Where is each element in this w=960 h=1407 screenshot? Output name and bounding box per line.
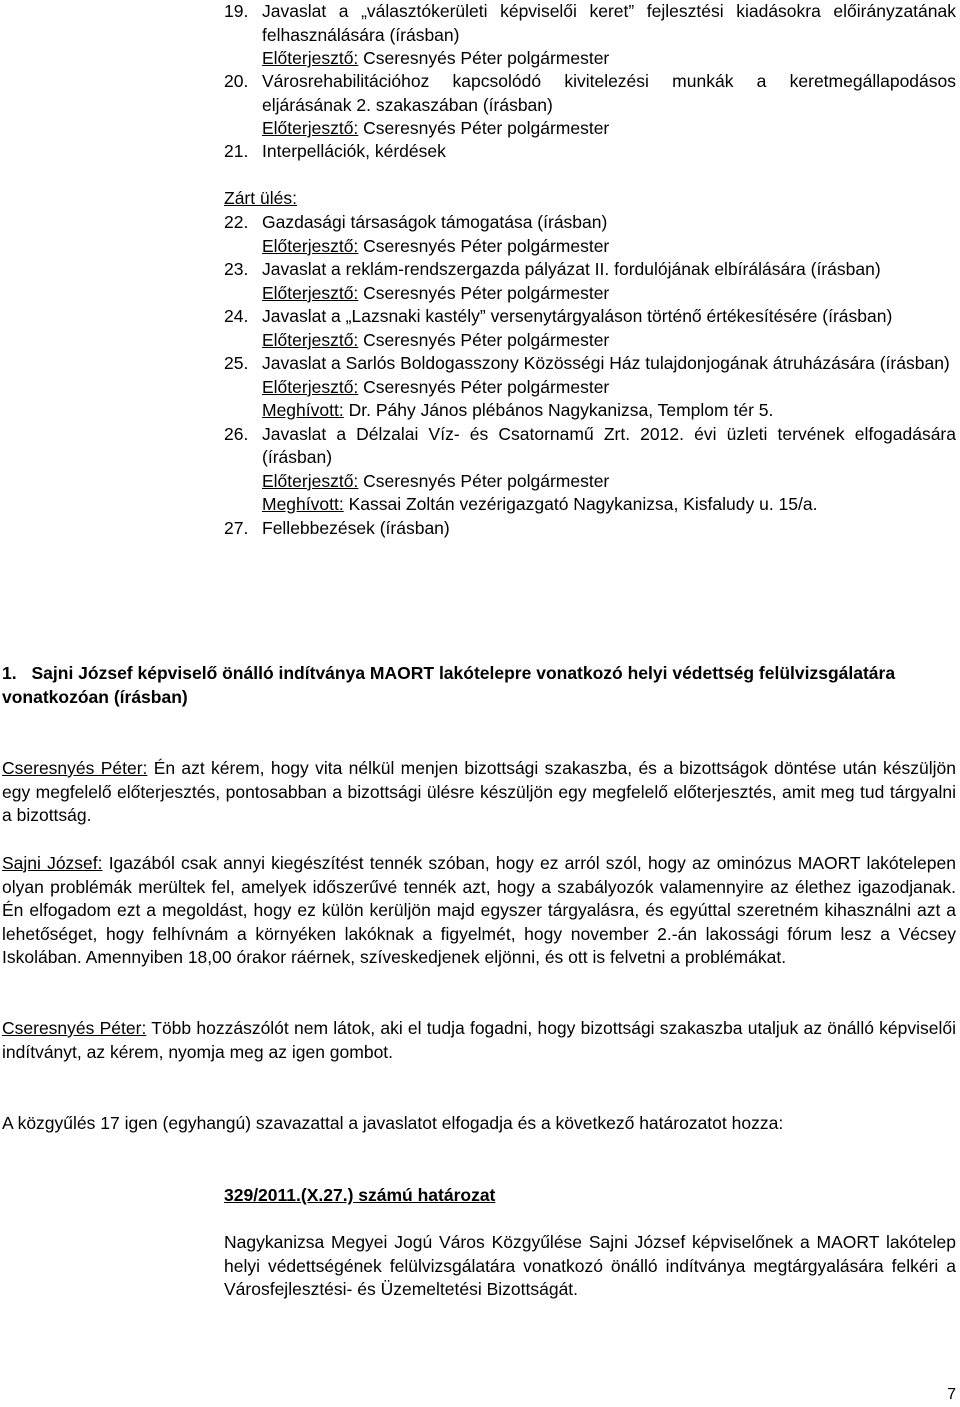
agenda-item-24 <box>224 305 956 352</box>
presenter-label: Előterjesztő: <box>262 118 359 138</box>
paragraph-2 <box>2 852 956 970</box>
resolution-text: Nagykanizsa Megyei Jogú Város Közgyűlése Sajni József képviselőnek a MAORT lakótelep helyi védettségének felülvizsgálatára vonatkozó önálló indítványa megtárgyalására felkéri a Városfejlesztési- és Üzemeltetési Bizottságát. <box>224 1232 956 1299</box>
agenda-item-title: Javaslat a reklám-rendszergazda pályázat II. fordulójának elbírálására (írásban) <box>262 259 881 279</box>
section-heading-text: Sajni József képviselő önálló indítványa MAORT lakótelepre vonatkozó helyi védettség felülvizsgálatára vonatkozóan (írásban) <box>2 663 896 707</box>
agenda-item-number: 19. <box>224 1 249 21</box>
agenda-item-title: Javaslat a „Lazsnaki kastély” versenytárgyaláson történő értékesítésére (írásban) <box>262 306 893 326</box>
invited-name: Dr. Páhy János plébános Nagykanizsa, Templom tér 5. <box>348 400 774 420</box>
invited-label: Meghívott: <box>262 494 344 514</box>
agenda-item-number: 26. <box>224 423 249 444</box>
agenda-item-title: Interpellációk, kérdések <box>262 141 446 161</box>
speaker-name: Sajni József: <box>2 853 103 873</box>
agenda-item-25 <box>224 352 956 423</box>
paragraph-1 <box>2 757 956 828</box>
presenter-name: Cseresnyés Péter polgármester <box>363 282 610 303</box>
presenter-label: Előterjesztő: <box>262 329 359 350</box>
agenda-item-23 <box>224 258 956 305</box>
presenter-label: Előterjesztő: <box>262 48 359 68</box>
agenda-item-22 <box>224 211 956 258</box>
presenter-label: Előterjesztő: <box>262 470 359 491</box>
agenda-item-20 <box>224 70 956 140</box>
paragraph-3 <box>2 1017 956 1064</box>
section-heading-number: 1. <box>2 663 17 683</box>
agenda-item-number: 21. <box>224 141 249 161</box>
agenda-item-26 <box>224 423 956 517</box>
agenda-item-number: 22. <box>224 212 249 232</box>
agenda-item-number: 20. <box>224 71 249 91</box>
agenda-item-title: Javaslat a Sarlós Boldogasszony Közösségi Ház tulajdonjogának átruházására (írásban) <box>262 353 950 373</box>
closed-session-label: Zárt ülés: <box>224 188 297 208</box>
presenter-label: Előterjesztő: <box>262 235 359 256</box>
speech-text: Igazából csak annyi kiegészítést tennék szóban, hogy ez arról szól, hogy az ominózus MAORT lakótelepen olyan problémák merültek fel, amelyek időszerűvé tennék azt, hogy a szabályozók valamennyire az élethez igazodjanak. Én elfogadom ezt a megoldást, hogy ez külön kerüljön majd egyszer tárgyalásra, és egyúttal szeretném kihasználni azt a lehetőséget, hogy felhívnám a környéken lakóknak a figyelmét, hogy november 2.-án lakossági fórum lesz a Vécsey Iskolában. Amennyiben 18,00 órakor ráérnek, szíveskedjenek eljönni, és ott is felvetni a problémákat. <box>2 853 956 967</box>
presenter-name: Cseresnyés Péter polgármester <box>363 48 610 68</box>
presenter-label: Előterjesztő: <box>262 376 359 397</box>
agenda-item-title: Javaslat a Délzalai Víz- és Csatornamű Zrt. 2012. évi üzleti tervének elfogadására (írásban) <box>262 423 956 467</box>
agenda-item-number: 27. <box>224 517 249 538</box>
speaker-name: Cseresnyés Péter: <box>2 758 148 778</box>
page-number: 7 <box>947 1386 956 1403</box>
agenda-item-title: Fellebbezések (írásban) <box>262 517 450 538</box>
vote-result: A közgyűlés 17 igen (egyhangú) szavazattal a javaslatot elfogadja és a következő határozatot hozza: <box>2 1113 784 1133</box>
agenda-item-number: 24. <box>224 306 249 326</box>
speech-text: Több hozzászólót nem látok, aki el tudja fogadni, hogy bizottsági szakaszba utaljuk az önálló képviselői indítványt, az kérem, nyomja meg az igen gombot. <box>2 1018 957 1062</box>
agenda-item-title: Városrehabilitációhoz kapcsolódó kivitelezési munkák a keretmegállapodásos eljárásának 2. szakaszában (írásban) <box>262 71 956 115</box>
agenda-item-number: 25. <box>224 353 249 373</box>
section-heading <box>2 662 956 709</box>
presenter-name: Cseresnyés Péter polgármester <box>363 376 610 397</box>
presenter-name: Cseresnyés Péter polgármester <box>363 118 610 138</box>
agenda-item-title: Gazdasági társaságok támogatása (írásban) <box>262 212 608 232</box>
presenter-name: Cseresnyés Péter polgármester <box>363 329 610 350</box>
presenter-name: Cseresnyés Péter polgármester <box>363 470 610 491</box>
presenter-name: Cseresnyés Péter polgármester <box>363 235 610 256</box>
speech-text: Én azt kérem, hogy vita nélkül menjen bizottsági szakaszba, és a bizottságok döntése után készüljön egy megfelelő előterjesztés, pontosabban a bizottsági ülésre készüljön egy megfelelő előterjesztés, amit meg tud tárgyalni a bizottság. <box>2 758 956 825</box>
presenter-label: Előterjesztő: <box>262 282 359 303</box>
invited-label: Meghívott: <box>262 400 344 420</box>
agenda-item-19 <box>224 0 956 70</box>
agenda-item-number: 23. <box>224 259 249 279</box>
agenda-list <box>224 0 956 164</box>
agenda-item-21 <box>224 140 956 164</box>
agenda-item-27 <box>224 517 956 541</box>
speaker-name: Cseresnyés Péter: <box>2 1018 147 1038</box>
resolution-number: 329/2011.(X.27.) számú határozat <box>224 1185 496 1205</box>
agenda-item-title: Javaslat a „választókerületi képviselői keret” fejlesztési kiadásokra előirányzatának felhasználására (írásban) <box>262 1 956 45</box>
invited-name: Kassai Zoltán vezérigazgató Nagykanizsa, Kisfaludy u. 15/a. <box>348 494 818 514</box>
closed-agenda-list <box>224 211 956 540</box>
